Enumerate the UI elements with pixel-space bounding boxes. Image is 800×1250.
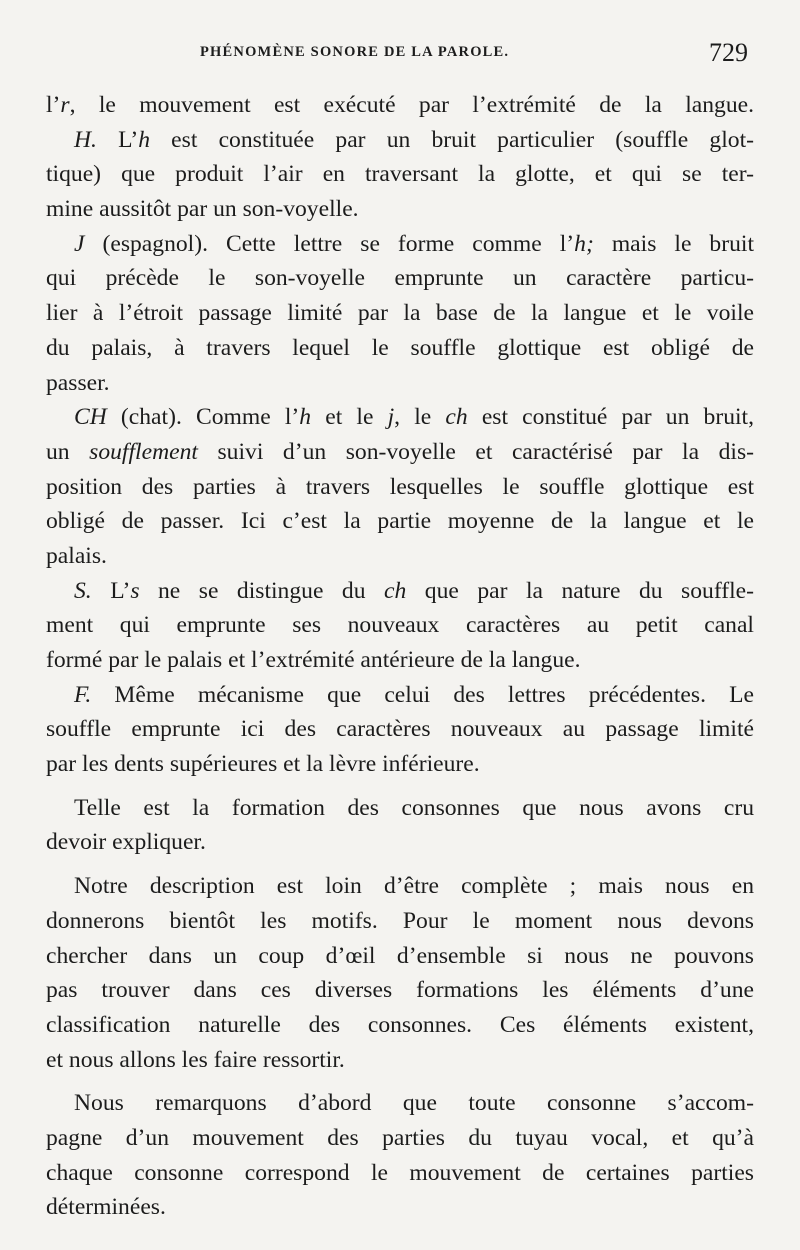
text-line: palais.: [46, 542, 107, 569]
text-line: pagne d’un mouvement des parties du tuyau vocal, et qu’à: [46, 1124, 754, 1151]
text-line: par les dents supérieures et la lèvre inférieure.: [46, 751, 480, 778]
page-header: [0, 30, 800, 70]
text-line: position des parties à travers lesquelles le souffle glottique est: [46, 473, 754, 500]
text-line: Notre description est loin d’être complète ; mais nous en: [74, 873, 754, 900]
text-line: obligé de passer. Ici c’est la partie moyenne de la langue et le: [46, 508, 754, 535]
text-line: CH (chat). Comme l’h et le j, le ch est constitué par un bruit,: [74, 404, 755, 431]
text-line: Telle est la formation des consonnes que nous avons cru: [74, 794, 754, 821]
text-line: Nous remarquons d’abord que toute consonne s’accom-: [74, 1090, 754, 1117]
page-number: 729: [709, 38, 748, 67]
text-line: passer.: [46, 369, 110, 396]
text-line: souffle emprunte ici des caractères nouveaux au passage limité: [46, 716, 754, 743]
text-line: S. L’s ne se distingue du ch que par la nature du souffle-: [74, 577, 754, 604]
running-head: PHÉNOMÈNE SONORE DE LA PAROLE.: [200, 44, 510, 60]
text-line: classification naturelle des consonnes. Ces éléments existent,: [46, 1011, 754, 1038]
text-line: pas trouver dans ces diverses formations les éléments d’une: [46, 977, 754, 1004]
text-line: l’r, le mouvement est exécuté par l’extrémité de la langue.: [46, 92, 754, 118]
text-line: lier à l’étroit passage limité par la base de la langue et le voile: [46, 300, 754, 327]
text-line: J (espagnol). Cette lettre se forme comme l’h; mais le bruit: [74, 230, 754, 257]
text-line: du palais, à travers lequel le souffle glottique est obligé de: [46, 334, 754, 361]
text-line: H. L’h est constituée par un bruit particulier (souffle glot-: [74, 126, 754, 153]
text-line: un soufflement suivi d’un son-voyelle et caractérisé par la dis-: [46, 438, 754, 465]
text-line: chaque consonne correspond le mouvement de certaines parties: [46, 1159, 754, 1186]
body-text: [46, 88, 754, 1225]
text-line: devoir expliquer.: [46, 829, 206, 856]
text-line: et nous allons les faire ressortir.: [46, 1046, 345, 1073]
text-line: chercher dans un coup d’œil d’ensemble si nous ne pouvons: [46, 942, 754, 969]
text-line: donnerons bientôt les motifs. Pour le moment nous devons: [46, 907, 754, 934]
text-line: déterminées.: [46, 1194, 166, 1221]
text-line: tique) que produit l’air en traversant la glotte, et qui se ter-: [46, 161, 754, 188]
text-line: qui précède le son-voyelle emprunte un caractère particu-: [46, 265, 754, 292]
text-line: ment qui emprunte ses nouveaux caractères au petit canal: [46, 612, 754, 639]
text-line: formé par le palais et l’extrémité antérieure de la langue.: [46, 647, 581, 673]
text-line: mine aussitôt par un son-voyelle.: [46, 196, 359, 223]
text-line: F. Même mécanisme que celui des lettres précédentes. Le: [74, 681, 754, 708]
